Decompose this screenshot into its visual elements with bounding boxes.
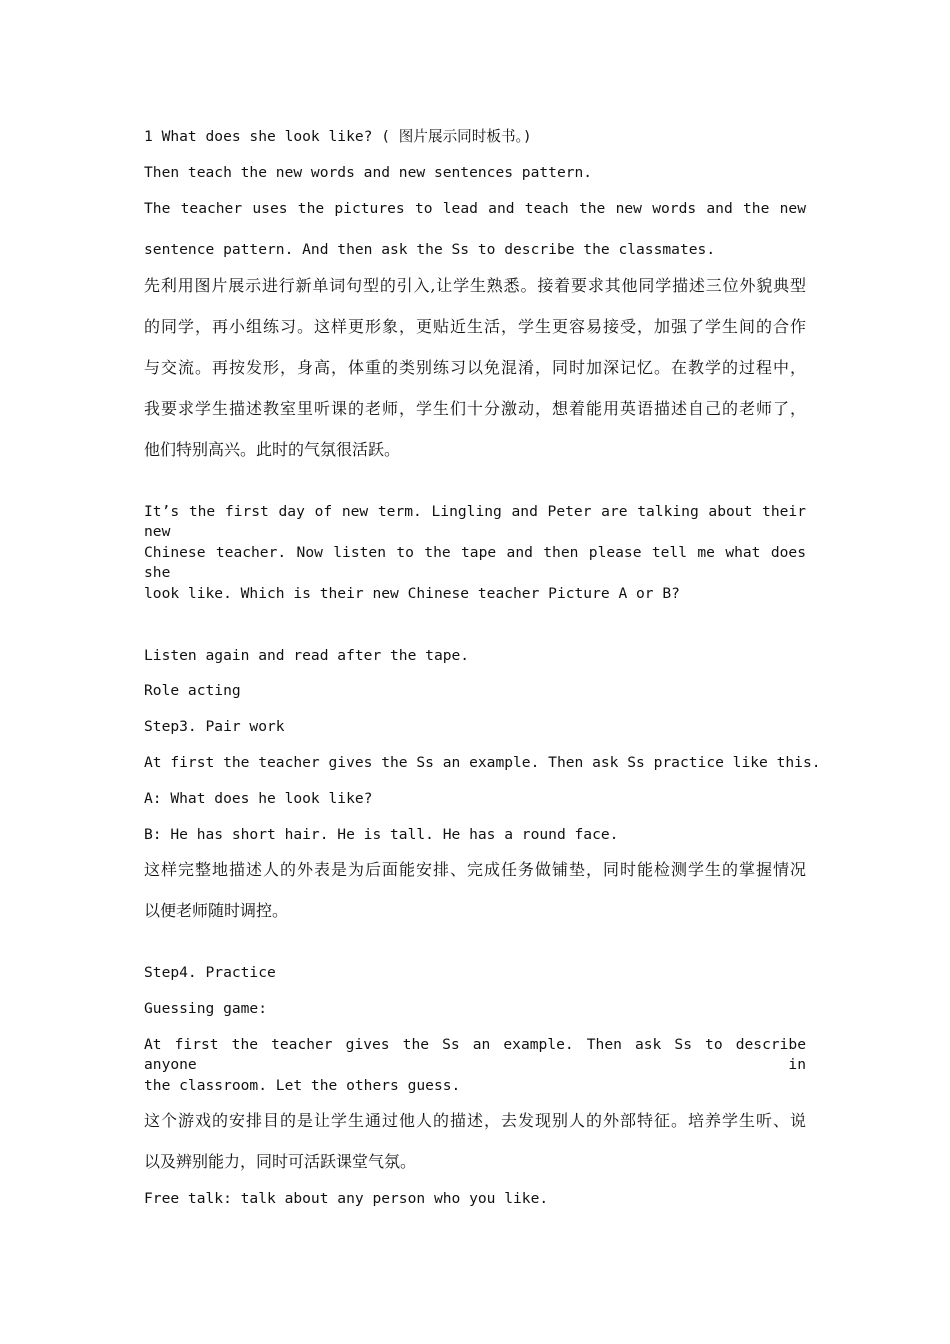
text-line: 的同学，再小组练习。这样更形象，更贴近生活，学生更容易接受，加强了学生间的合作	[144, 317, 806, 336]
text-line: 先利用图片展示进行新单词句型的引入,让学生熟悉。接着要求其他同学描述三位外貌典型	[144, 276, 806, 295]
text-line: A: What does he look like?	[144, 790, 373, 807]
text-line: 以便老师随时调控。	[144, 901, 289, 920]
text-line: 与交流。再按发形，身高，体重的类别练习以免混淆，同时加深记忆。在教学的过程中，	[144, 358, 806, 377]
text-line: At first the teacher gives the Ss an example. Then ask Ss practice like this.	[144, 754, 821, 771]
text-line: Step3. Pair work	[144, 718, 285, 735]
text-line: Step4. Practice	[144, 964, 276, 981]
text-line: Role acting	[144, 682, 241, 699]
text-line: At first the teacher gives the Ss an example. Then ask Ss to describe anyone in	[144, 1036, 806, 1073]
text-line: Chinese teacher. Now listen to the tape and then please tell me what does she	[144, 544, 806, 581]
text-line: 以及辨别能力，同时可活跃课堂气氛。	[144, 1152, 417, 1171]
text-line: the classroom. Let the others guess.	[144, 1077, 461, 1094]
text-line: Guessing game:	[144, 1000, 268, 1017]
text-line: Listen again and read after the tape.	[144, 647, 470, 664]
text-line: It’s the first day of new term. Lingling and Peter are talking about their new	[144, 503, 806, 540]
text-line: 1 What does she look like? ( 图片展示同时板书。)	[144, 128, 532, 145]
text-line: 这样完整地描述人的外表是为后面能安排、完成任务做铺垫，同时能检测学生的掌握情况	[144, 860, 806, 879]
text-line: 我要求学生描述教室里听课的老师，学生们十分激动，想着能用英语描述自己的老师了，	[144, 399, 806, 418]
text-line: The teacher uses the pictures to lead and teach the new words and the new	[144, 200, 806, 217]
text-line: sentence pattern. And then ask the Ss to describe the classmates.	[144, 241, 716, 258]
text-line: Then teach the new words and new sentences pattern.	[144, 164, 593, 181]
text-line: Free talk: talk about any person who you like.	[144, 1190, 549, 1207]
text-line: look like. Which is their new Chinese teacher Picture A or B?	[144, 585, 680, 602]
text-line: 他们特别高兴。此时的气氛很活跃。	[144, 440, 401, 459]
text-line: 这个游戏的安排目的是让学生通过他人的描述，去发现别人的外部特征。培养学生听、说	[144, 1111, 806, 1130]
text-line: B: He has short hair. He is tall. He has a round face.	[144, 826, 619, 843]
